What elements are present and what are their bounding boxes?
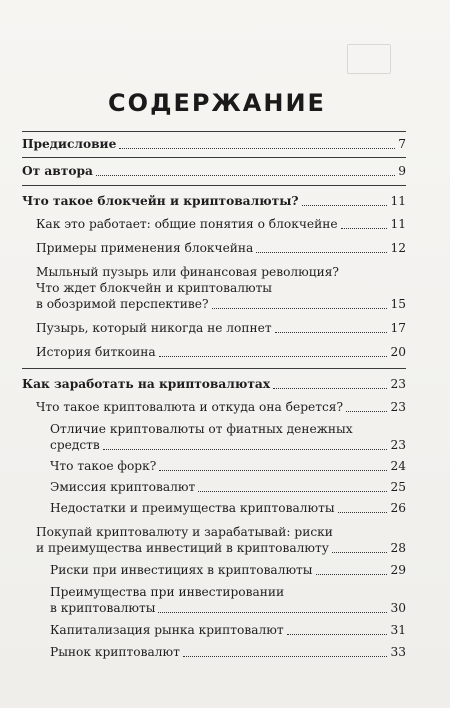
- toc-entry-last-line: [36, 540, 406, 557]
- dot-leader: [159, 470, 387, 471]
- toc-entry-page: 17: [390, 321, 406, 335]
- toc-entry-page: 24: [390, 459, 406, 473]
- dot-leader: [275, 332, 388, 333]
- toc-entry-page: 33: [390, 645, 406, 659]
- dot-leader: [158, 612, 387, 613]
- toc-entry-from-author[interactable]: [22, 163, 406, 180]
- toc-entry-title: Что такое форк?: [50, 459, 157, 473]
- dot-leader: [103, 449, 388, 450]
- toc-entry[interactable]: [22, 644, 406, 661]
- toc-entry-title-line: Мыльный пузырь или финансовая революция?: [36, 265, 339, 279]
- toc-entry-title: и преимущества инвестиций в криптовалюту: [36, 541, 329, 555]
- toc-entry-multiline[interactable]: [22, 264, 406, 313]
- toc-entry-title: Как это работает: общие понятия о блокчейне: [36, 217, 338, 231]
- toc-entry[interactable]: [22, 344, 406, 361]
- dot-leader: [198, 491, 387, 492]
- toc-entry-last-line: [50, 600, 406, 617]
- toc-entry-title-line: Преимущества при инвестировании: [50, 585, 285, 599]
- toc-entry-title: Капитализация рынка криптовалют: [50, 623, 284, 637]
- toc-entry[interactable]: [22, 216, 406, 233]
- running-header-show-through: [60, 52, 378, 66]
- toc-entry-page: 9: [398, 164, 406, 178]
- toc-entry-multiline[interactable]: [22, 584, 406, 617]
- toc-entry-multiline[interactable]: [22, 421, 406, 454]
- toc-entry-title: От автора: [22, 164, 93, 178]
- dot-leader: [256, 252, 387, 253]
- toc-entry-last-line: [50, 437, 406, 454]
- toc-entry-chapter-1[interactable]: [22, 193, 406, 210]
- toc-entry-page: 23: [390, 438, 406, 452]
- toc-entry-preface[interactable]: [22, 136, 406, 153]
- toc-entry-title-line: Покупай криптовалюту и зарабатывай: риски: [36, 525, 333, 539]
- dot-leader: [119, 148, 395, 149]
- toc-entry-page: 15: [390, 297, 406, 311]
- toc-entry-page: 25: [390, 480, 406, 494]
- toc-entry-title: Пузырь, который никогда не лопнет: [36, 321, 272, 335]
- dot-leader: [338, 512, 388, 513]
- toc-entry-last-line: [36, 296, 406, 313]
- toc-entry-page: 23: [390, 400, 406, 414]
- toc-entry-chapter-2[interactable]: [22, 376, 406, 393]
- dot-leader: [159, 356, 388, 357]
- toc-entry-title: Как заработать на криптовалютах: [22, 377, 271, 391]
- toc-entry[interactable]: [22, 562, 406, 579]
- toc-entry-title: Предисловие: [22, 137, 117, 151]
- toc-entry-title-line: Что ждет блокчейн и криптовалюты: [36, 281, 273, 295]
- toc-entry-title-line: Отличие криптовалюты от фиатных денежных: [50, 422, 353, 436]
- toc-entry-title: средств: [50, 438, 100, 452]
- toc-entry-multiline[interactable]: [22, 524, 406, 557]
- toc-entry-title: Эмиссия криптовалют: [50, 480, 196, 494]
- table-of-contents: [22, 131, 406, 661]
- toc-entry[interactable]: [22, 399, 406, 416]
- toc-entry-title: в криптовалюты: [50, 601, 156, 615]
- toc-entry-title: Риски при инвестициях в криптовалюты: [50, 563, 313, 577]
- toc-entry-page: 11: [390, 194, 406, 208]
- toc-entry-page: 7: [398, 137, 406, 151]
- dot-leader: [287, 634, 388, 635]
- toc-entry[interactable]: [22, 622, 406, 639]
- dot-leader: [346, 411, 387, 412]
- page-number-box-show-through: [347, 44, 391, 74]
- toc-entry-page: 11: [390, 217, 406, 231]
- toc-entry-page: 12: [390, 241, 406, 255]
- toc-entry[interactable]: [22, 500, 406, 517]
- dot-leader: [183, 656, 388, 657]
- dot-leader: [273, 388, 387, 389]
- dot-leader: [332, 552, 388, 553]
- toc-entry-title: Примеры применения блокчейна: [36, 241, 254, 255]
- toc-entry-title: в обозримой перспективе?: [36, 297, 209, 311]
- dot-leader: [341, 228, 388, 229]
- toc-entry-title: Рынок криптовалют: [50, 645, 180, 659]
- dot-leader: [212, 308, 388, 309]
- toc-entry-page: 29: [390, 563, 406, 577]
- dot-leader: [302, 205, 388, 206]
- toc-entry-page: 26: [390, 501, 406, 515]
- toc-entry-page: 31: [390, 623, 406, 637]
- toc-entry[interactable]: [22, 240, 406, 257]
- toc-entry-title: Что такое блокчейн и криптовалюты?: [22, 194, 299, 208]
- toc-entry-page: 23: [390, 377, 406, 391]
- toc-entry[interactable]: [22, 458, 406, 475]
- dot-leader: [316, 574, 388, 575]
- toc-entry-title: Недостатки и преимущества криптовалюты: [50, 501, 335, 515]
- toc-entry[interactable]: [22, 479, 406, 496]
- toc-entry-page: 28: [390, 541, 406, 555]
- toc-entry-title: История биткоина: [36, 345, 156, 359]
- dot-leader: [96, 175, 395, 176]
- toc-entry-page: 20: [390, 345, 406, 359]
- page-title: СОДЕРЖАНИЕ: [108, 89, 326, 117]
- toc-entry-title: Что такое криптовалюта и откуда она берется?: [36, 400, 343, 414]
- toc-entry[interactable]: [22, 320, 406, 337]
- toc-entry-page: 30: [390, 601, 406, 615]
- running-footer-show-through: [232, 678, 382, 690]
